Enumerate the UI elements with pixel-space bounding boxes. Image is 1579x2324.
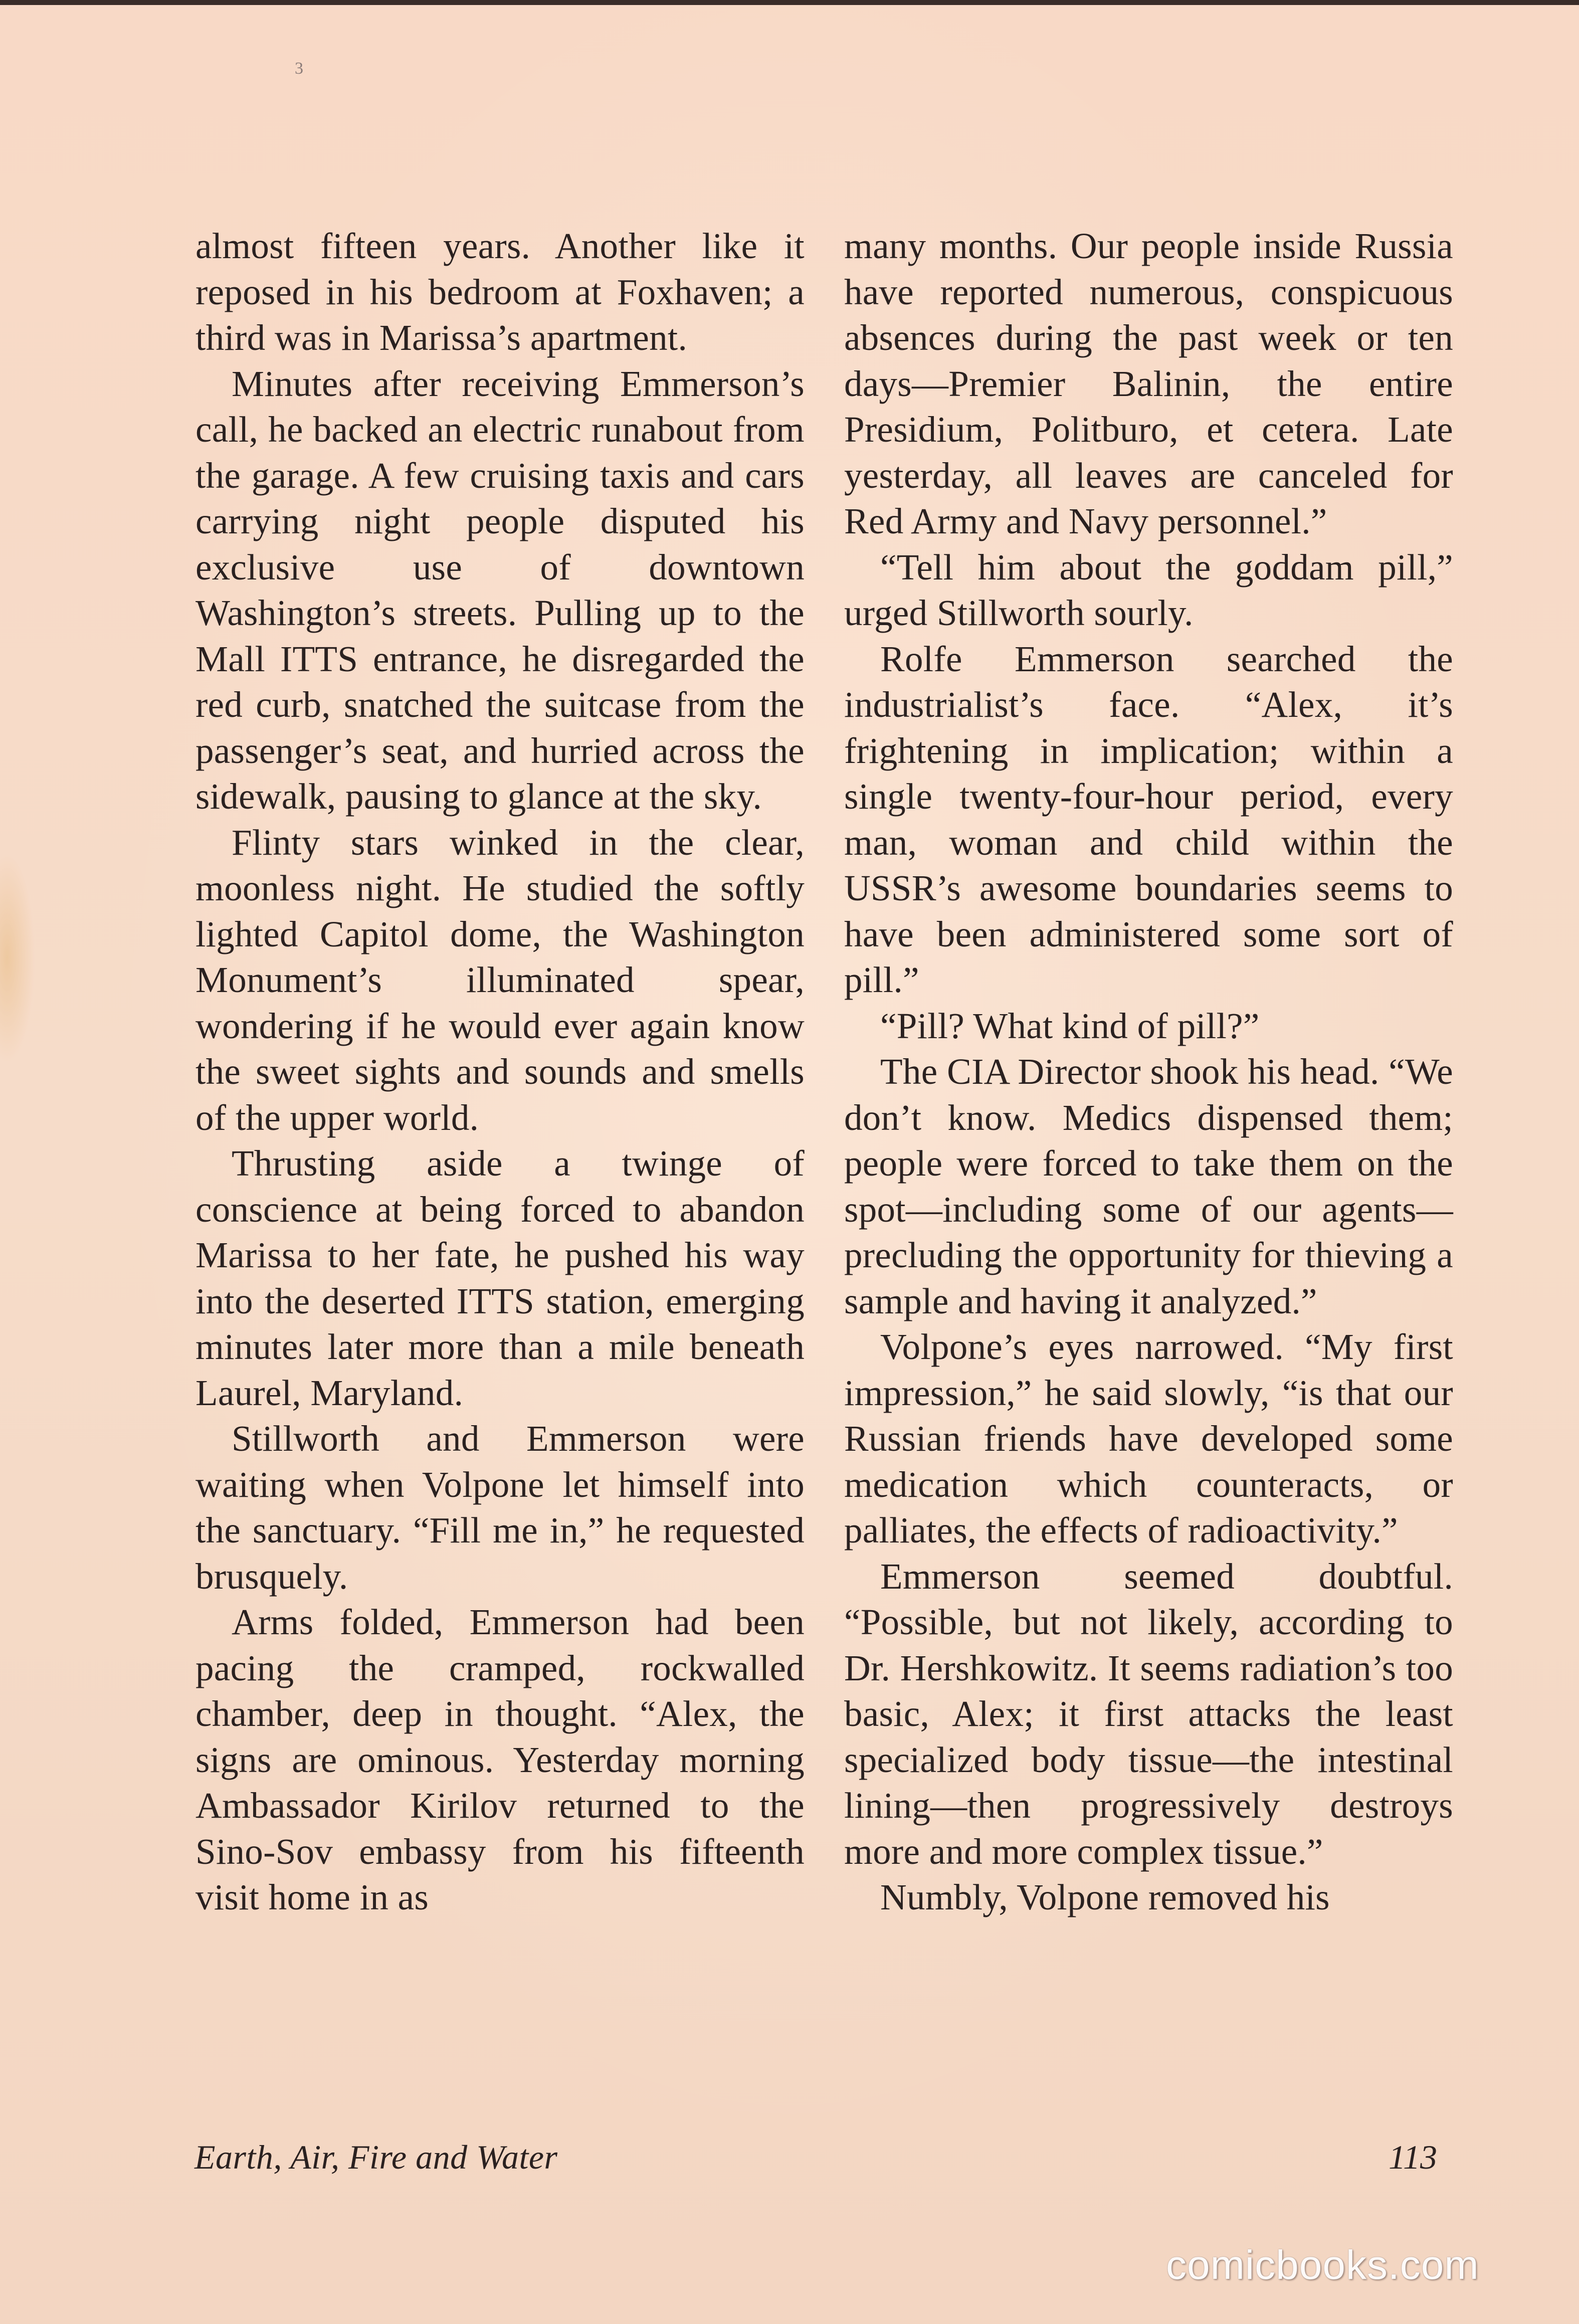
paragraph: “Tell him about the goddam pill,” urged Stillworth sourly. xyxy=(844,546,1453,633)
right-text-column xyxy=(844,223,1453,1920)
paragraph: Emmerson seemed doubtful. “Possible, but not likely, according to Dr. Hershkowitz. It seems radiation’s too basic, Alex; it first attacks the least specialized body tissue—the intestinal lining—then progressively destroys more and more complex tissue.” xyxy=(844,1556,1453,1872)
left-text-column xyxy=(195,223,805,1920)
page-top-edge xyxy=(0,0,1579,5)
paragraph: Minutes after receiving Emmerson’s call, he backed an electric runabout from the garage. A few cruising taxis and cars carrying night people disputed his exclusive use of downtown Washington’s streets. Pulling up to the Mall ITTS entrance, he disregarded the red curb, snatched the suitcase from the passenger’s seat, and hurried across the sidewalk, pausing to glance at the sky. xyxy=(195,363,805,817)
paragraph: Arms folded, Emmerson had been pacing the cramped, rockwalled chamber, deep in thought. “Alex, the signs are ominous. Yesterday morning Ambassador Kirilov returned to the Sino-Sov embassy from his fifteenth visit home in as xyxy=(195,1602,805,1917)
page-number: 113 xyxy=(1389,2138,1437,2176)
paragraph: The CIA Director shook his head. “We don’t know. Medics dispensed them; people were forced to take them on the spot—including some of our agents—precluding the opportunity for thieving a sample and having it analyzed.” xyxy=(844,1051,1453,1321)
paragraph: “Pill? What kind of pill?” xyxy=(880,1005,1260,1046)
paragraph: many months. Our people inside Russia have reported numerous, conspicuous absences during the past week or ten days—Premier Balinin, the entire Presidium, Politburo, et cetera. Late yesterday, all leaves are canceled for Red Army and Navy personnel.” xyxy=(844,226,1453,541)
paragraph: Thrusting aside a twinge of conscience at being forced to abandon Marissa to her fate, he pushed his way into the deserted ITTS station, emerging minutes later more than a mile beneath Laurel, Maryland. xyxy=(195,1143,805,1413)
paragraph: Numbly, Volpone removed his xyxy=(880,1877,1330,1917)
running-footer-title: Earth, Air, Fire and Water xyxy=(194,2138,558,2176)
paragraph: almost fifteen years. Another like it reposed in his bedroom at Foxhaven; a third was in Marissa’s apartment. xyxy=(195,226,805,358)
paragraph: Volpone’s eyes narrowed. “My first impression,” he said slowly, “is that our Russian friends have developed some medication which counteracts, or palliates, the effects of radioactivity.” xyxy=(844,1326,1453,1551)
corner-mark: 3 xyxy=(295,59,303,78)
watermark-logo: comicbooks.com xyxy=(1166,2242,1479,2288)
paragraph: Stillworth and Emmerson were waiting when Volpone let himself into the sanctuary. “Fill me in,” he requested brusquely. xyxy=(195,1418,805,1597)
paragraph: Flinty stars winked in the clear, moonless night. He studied the softly lighted Capitol dome, the Washington Monument’s illuminated spear, wondering if he would ever again know the sweet sights and sounds and smells of the upper world. xyxy=(195,822,805,1138)
paragraph: Rolfe Emmerson searched the industrialist’s face. “Alex, it’s frightening in implication; within a single twenty-four-hour period, every man, woman and child within the USSR’s awesome boundaries seems to have been administered some sort of pill.” xyxy=(844,638,1453,1000)
paper-stain xyxy=(0,852,35,1063)
